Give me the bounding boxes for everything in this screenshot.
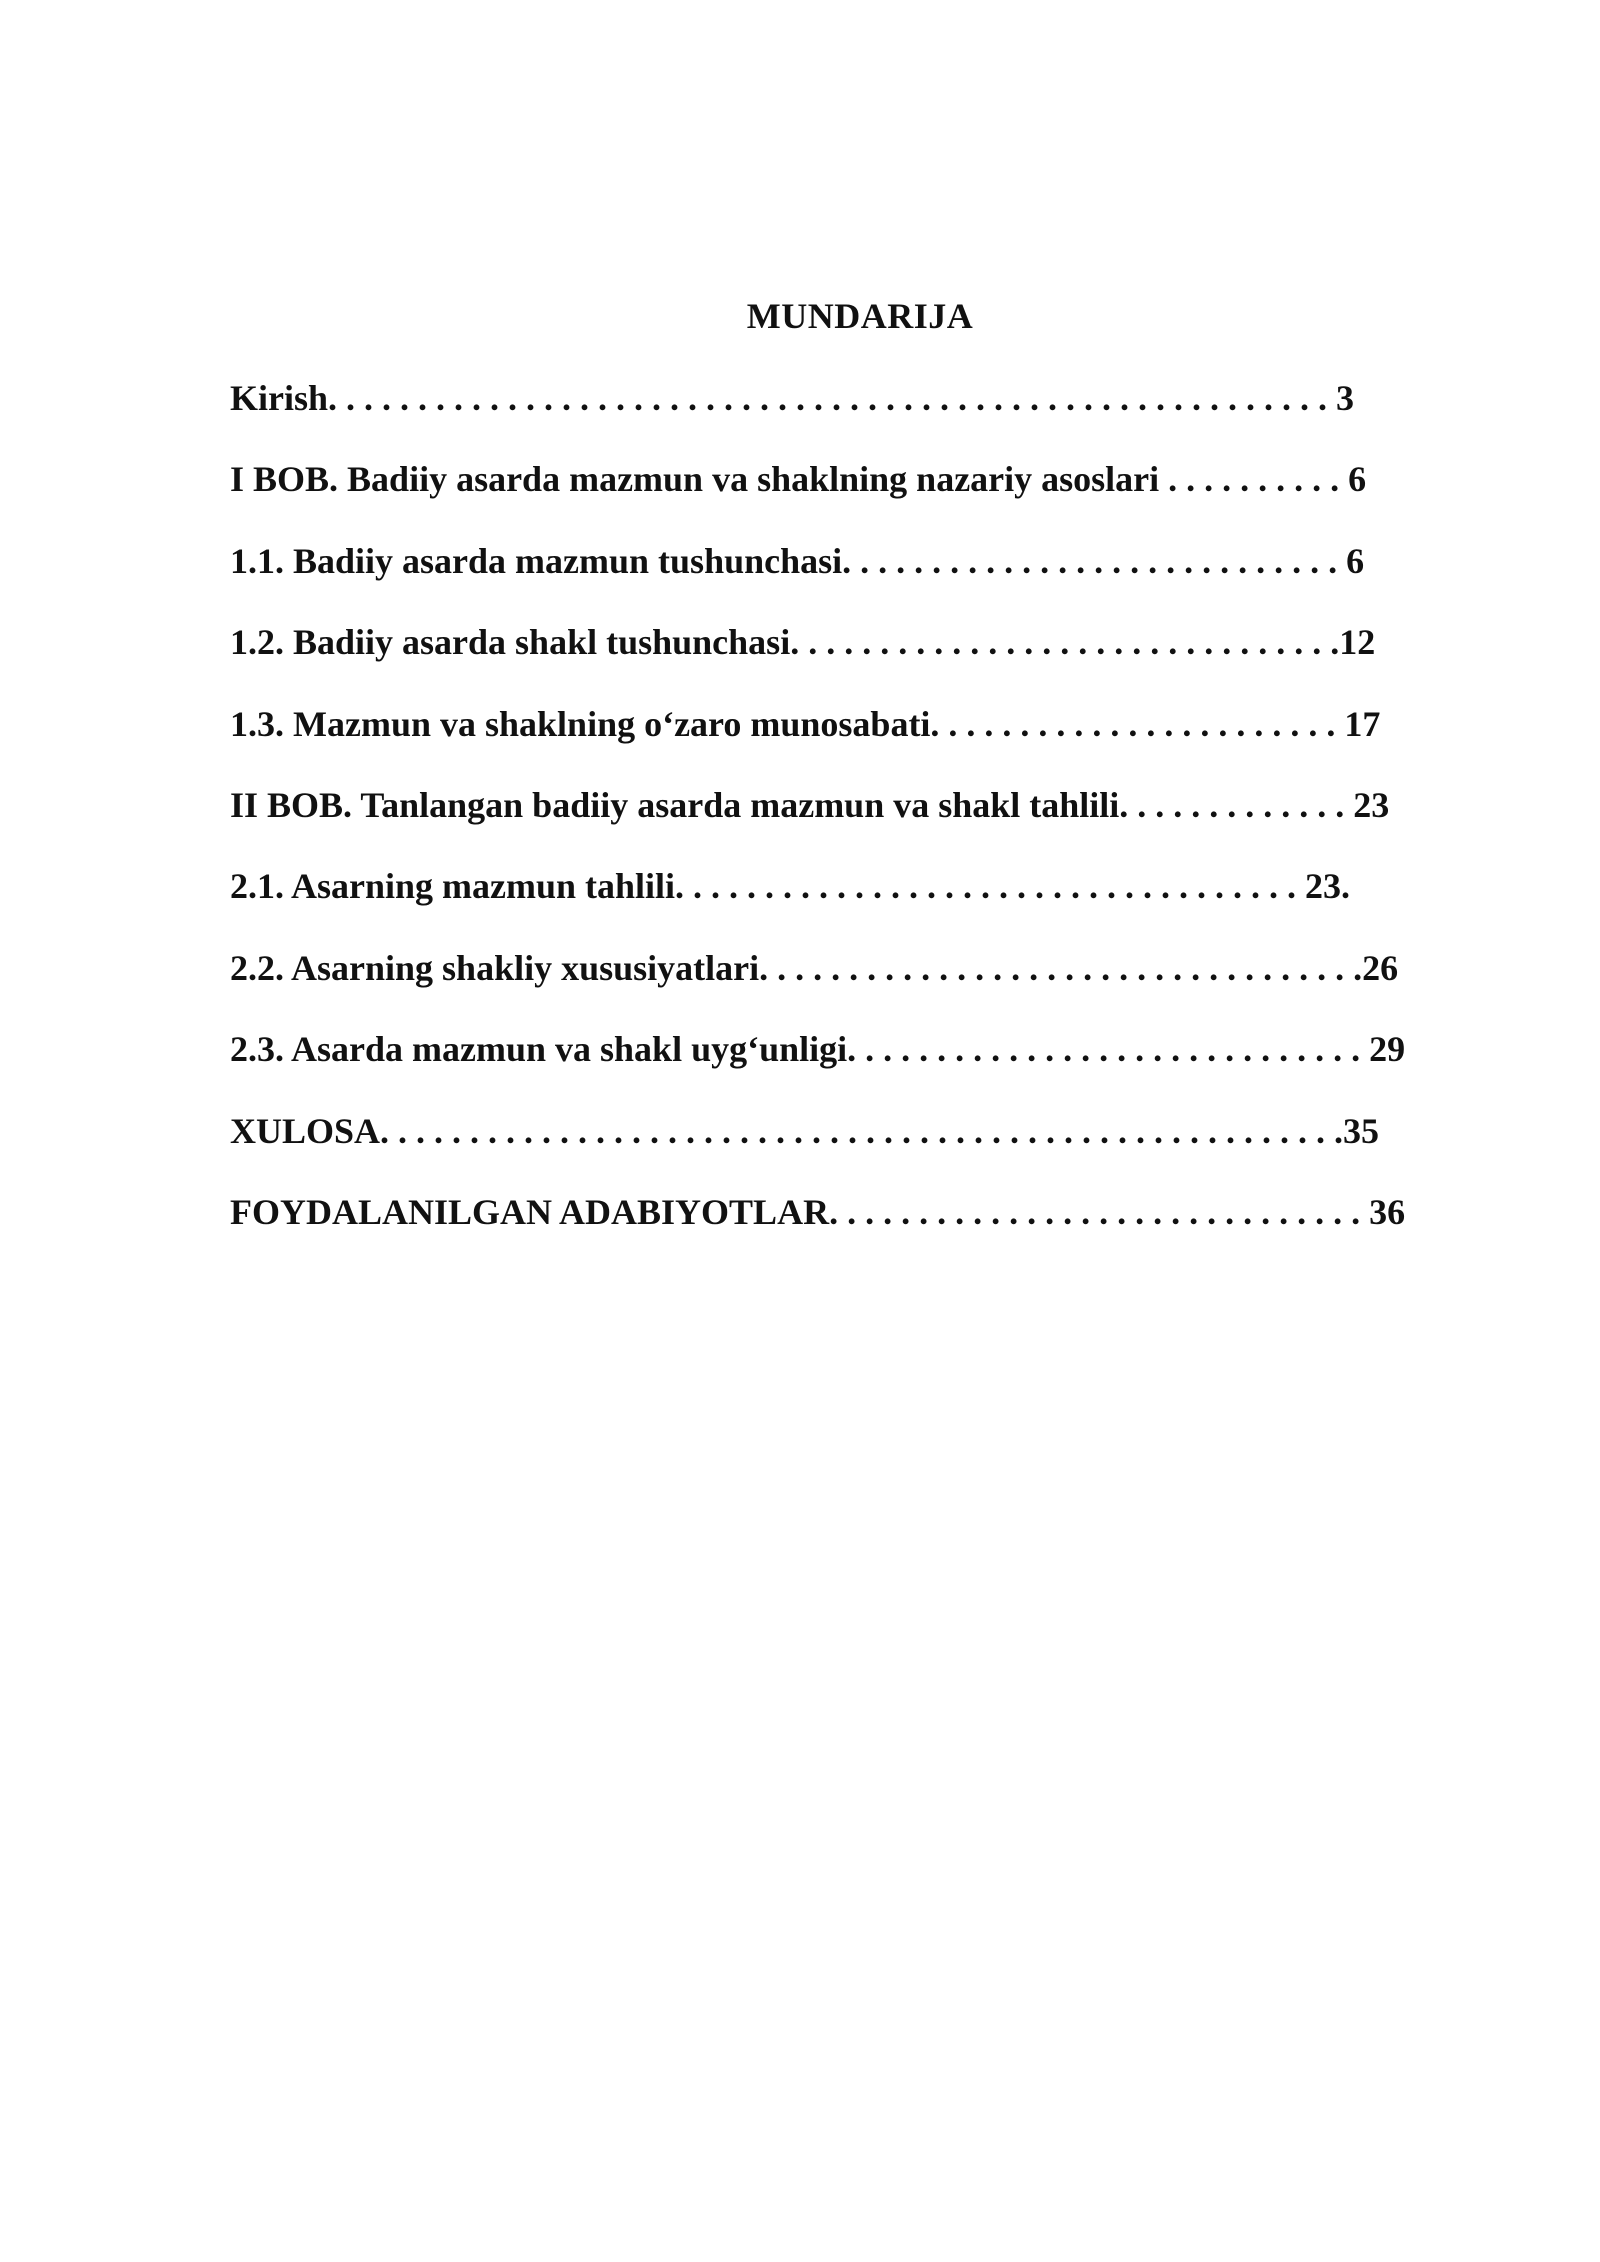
toc-entry-2-1: 2.1. Asarning mazmun tahlili. . . . . . . . . . . . . . . . . . . . . . . . . . . . . . . . . . . 23. — [230, 866, 1351, 907]
toc-entry-xulosa: XULOSA. . . . . . . . . . . . . . . . . . . . . . . . . . . . . . . . . . . . . . . . . . . . . . . . . . . . . .35 — [230, 1110, 1380, 1151]
toc-entry-2-2: 2.2. Asarning shakliy xususiyatlari. . . . . . . . . . . . . . . . . . . . . . . . . . . . . . . . . .26 — [230, 947, 1399, 988]
toc-entry-1-2: 1.2. Badiiy asarda shakl tushunchasi. . . . . . . . . . . . . . . . . . . . . . . . . . . . . . .12 — [230, 622, 1376, 663]
toc-entry-adabiyotlar: FOYDALANILGAN ADABIYOTLAR. . . . . . . . . . . . . . . . . . . . . . . . . . . . . . 36 — [230, 1191, 1406, 1232]
toc-entry-2-3: 2.3. Asarda mazmun va shakl uyg‘unligi. . . . . . . . . . . . . . . . . . . . . . . . . . . . . 29 — [230, 1029, 1406, 1070]
toc-entry-chapter-1: I BOB. Badiiy asarda mazmun va shaklning nazariy asoslari . . . . . . . . . . 6 — [230, 459, 1367, 500]
toc-entry-chapter-2: II BOB. Tanlangan badiiy asarda mazmun va shakl tahlili. . . . . . . . . . . . . 23 — [230, 784, 1390, 825]
toc-entry-1-3: 1.3. Mazmun va shaklning o‘zaro munosabati. . . . . . . . . . . . . . . . . . . . . . . 17 — [230, 703, 1381, 744]
toc-entry-kirish: Kirish. . . . . . . . . . . . . . . . . . . . . . . . . . . . . . . . . . . . . . . . . . . . . . . . . . . . . . . . 3 — [230, 378, 1355, 418]
table-of-contents — [230, 374, 1405, 1269]
toc-entry-1-1: 1.1. Badiiy asarda mazmun tushunchasi. . . . . . . . . . . . . . . . . . . . . . . . . . . . 6 — [230, 540, 1365, 581]
page-title: MUNDARIJA — [746, 296, 974, 336]
